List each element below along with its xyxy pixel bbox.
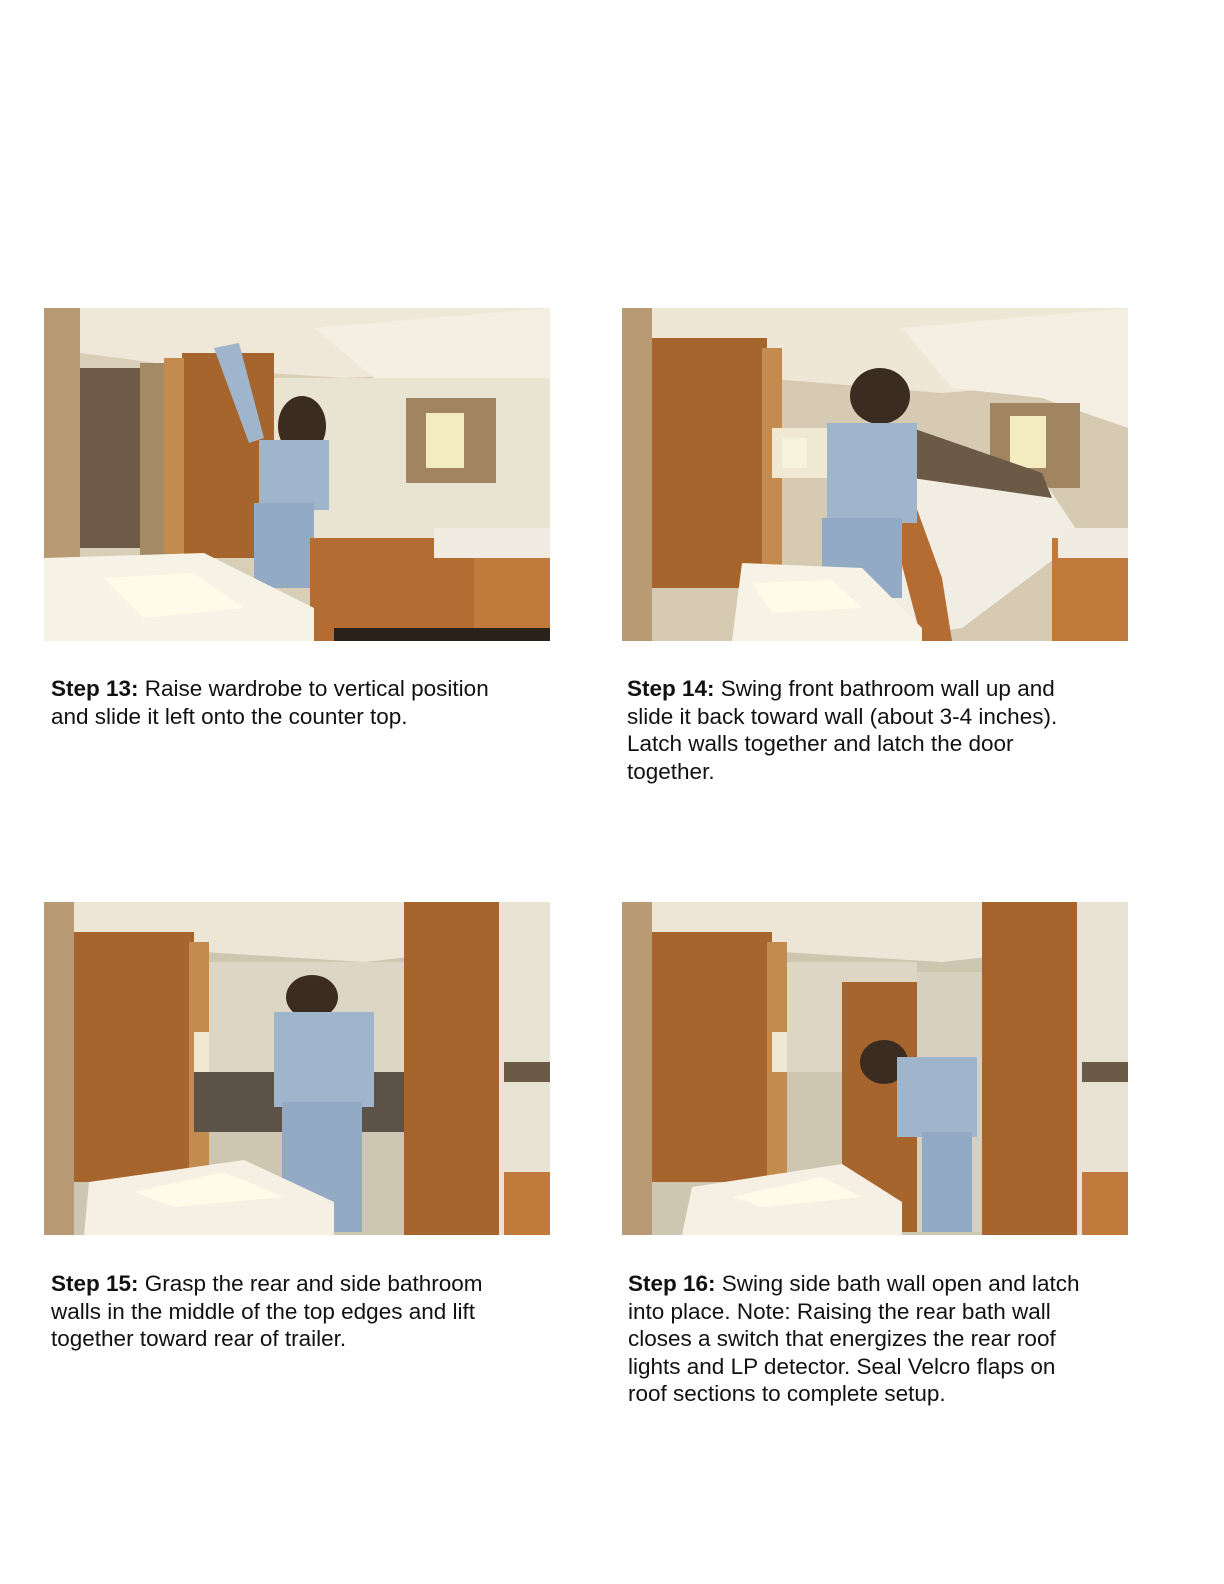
step-13-text: Raise wardrobe to vertical position and slide it left onto the counter top. — [51, 676, 489, 729]
step-13-photo — [44, 308, 550, 641]
step-16-photo — [622, 902, 1128, 1235]
step-16-label: Step 16: — [628, 1271, 716, 1296]
step-16-caption — [628, 1270, 1128, 1408]
step-15-photo — [44, 902, 550, 1235]
step-15-label: Step 15: — [51, 1271, 139, 1296]
step-13-caption — [51, 675, 551, 730]
step-14-caption — [627, 675, 1127, 785]
step-14-label: Step 14: — [627, 676, 715, 701]
step-16-text: Swing side bath wall open and latch into place. Note: Raising the rear bath wall closes a switch that energizes the rear roof lights and LP detector. Seal Velcro flaps on roof sections to complete setup. — [628, 1271, 1080, 1406]
step-13-label: Step 13: — [51, 676, 139, 701]
step-15-caption — [51, 1270, 551, 1353]
step-14-text: Swing front bathroom wall up and slide it back toward wall (about 3-4 inches). Latch walls together and latch the door together. — [627, 676, 1058, 784]
step-15-text: Grasp the rear and side bathroom walls in the middle of the top edges and lift together toward rear of trailer. — [51, 1271, 483, 1351]
step-14-photo — [622, 308, 1128, 641]
